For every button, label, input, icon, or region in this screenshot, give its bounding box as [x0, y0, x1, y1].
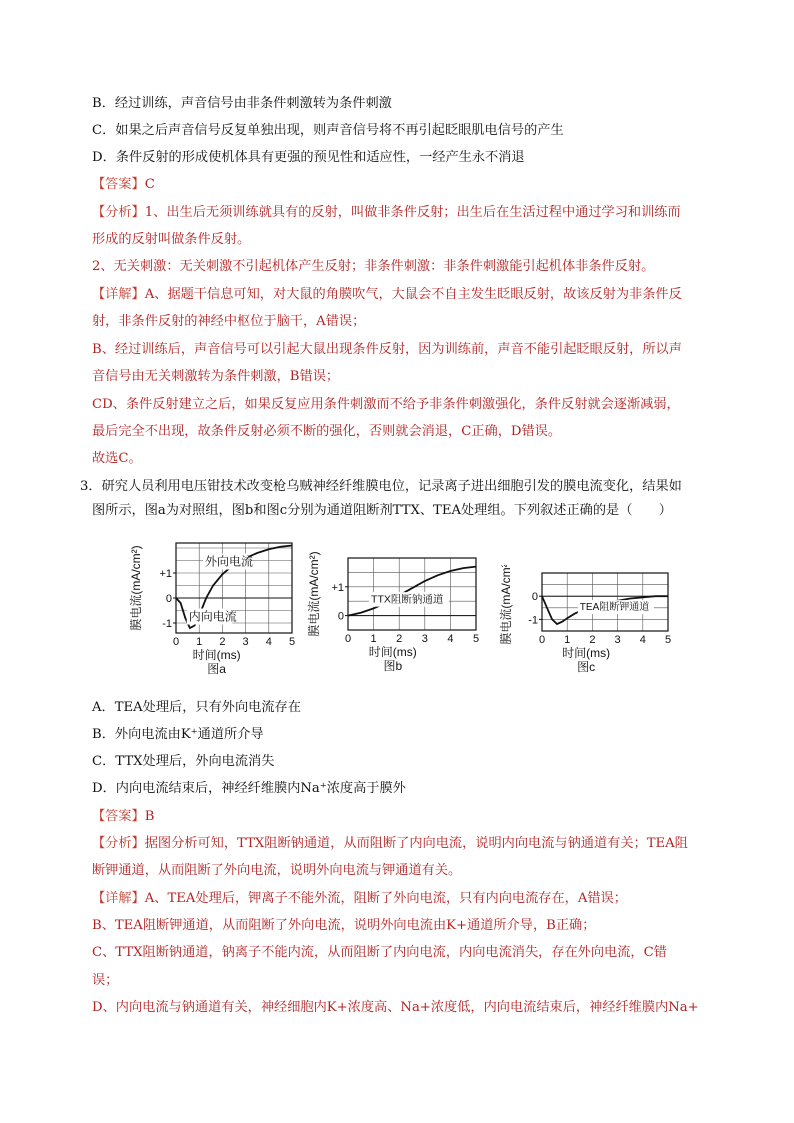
detail-1-cd-cont: 最后完全不出现，故条件反射必须不断的强化，否则就会消退，C正确，D错误。: [92, 424, 562, 439]
y-tick-label: -1: [528, 614, 538, 627]
q3-option-a: A．TEA处理后，只有外向电流存在: [92, 700, 301, 715]
x-tick-label: 2: [396, 633, 403, 645]
chart-a-svg: [128, 535, 308, 685]
detail-1-b: B、经过训练后，声音信号可以引起大鼠出现条件反射，因为训练前，声音不能引起眨眼反射，所以声: [92, 342, 682, 357]
analysis-1: 【分析】1、出生后无须训练就具有的反射，叫做非条件反射；出生后在生活过程中通过学习和训练而: [92, 205, 681, 220]
answer-2: 【答案】B: [92, 809, 155, 824]
x-tick-label: 5: [664, 634, 672, 646]
y-tick-label: 0: [531, 591, 538, 604]
detail-2-a: 【详解】A、TEA处理后，钾离子不能外流，阻断了外向电流，只有内向电流存在，A错误；: [92, 891, 627, 906]
q3-option-d: D．内向电流结束后，神经纤维膜内Na⁺浓度高于膜外: [92, 781, 406, 796]
y-tick-label: -1: [162, 618, 172, 630]
detail-2-c-cont: 误；: [92, 973, 119, 988]
x-tick-label: 1: [196, 636, 203, 648]
analysis-1-point2: 2、无关刺激：无关刺激不引起机体产生反射；非条件刺激：非条件刺激能引起机体非条件反射。: [92, 259, 655, 274]
y-axis-label: 膜电流(mA/cm²): [129, 545, 143, 631]
y-tick-label: 0: [165, 593, 172, 605]
y-axis-label: 膜电流(mA/cm²): [307, 551, 321, 637]
question-3-stem: 3．研究人员利用电压钳技术改变枪乌贼神经纤维膜电位，记录离子进出细胞引发的膜电流变化，结果如: [80, 479, 682, 494]
chart-caption: 图b: [383, 659, 403, 673]
x-tick-label: 3: [614, 634, 621, 646]
chart-a: [128, 535, 308, 685]
annotation-label: TEA阻断钾通道: [579, 602, 650, 614]
analysis-1-cont: 形成的反射叫做条件反射。: [92, 232, 251, 247]
detail-1-cd: CD、条件反射建立之后，如果反复应用条件刺激而不给予非条件刺激强化，条件反射就会逐渐减弱，: [92, 397, 680, 412]
chart-c: [498, 565, 678, 685]
y-tick-label: +1: [159, 568, 172, 580]
series-line: [348, 567, 476, 616]
detail-1: 【详解】A、据题干信息可知，对大鼠的角膜吹气，大鼠会不自主发生眨眼反射，故该反射为非条件反: [92, 287, 682, 302]
x-tick-label: 1: [370, 633, 377, 645]
x-tick-label: 0: [344, 633, 352, 645]
detail-2-b: B、TEA阻断钾通道，从而阻断了外向电流，说明外向电流由K+通道所介导，B正确；: [92, 918, 596, 933]
y-tick-label: +1: [331, 581, 344, 594]
x-tick-label: 1: [564, 634, 571, 646]
x-axis-label: 时间(ms): [562, 646, 611, 660]
chart-c-svg: [498, 565, 678, 685]
x-tick-label: 4: [639, 634, 646, 646]
chart-b: [306, 550, 486, 685]
y-axis-label: 膜电流(mA/cm²): [499, 565, 513, 645]
x-tick-label: 2: [219, 636, 226, 648]
annotation-label: TTX阻断钠通道: [371, 593, 444, 606]
question-3-stem-cont: 图所示，图a为对照组，图b和图c分别为通道阻断剂TTX、TEA处理组。下列叙述正确的是（ ）: [92, 503, 672, 518]
q3-option-c: C．TTX处理后，外向电流消失: [92, 754, 275, 769]
q3-option-b: B．外向电流由K⁺通道所介导: [92, 727, 264, 742]
annotation-label: 外向电流: [205, 554, 254, 569]
x-tick-label: 0: [538, 634, 546, 646]
choose-c: 故选C。: [92, 451, 142, 466]
x-tick-label: 3: [421, 633, 428, 645]
x-axis-label: 时间(ms): [368, 645, 417, 659]
detail-1-b-cont: 音信号由无关刺激转为条件刺激，B错误；: [92, 369, 340, 384]
detail-1-cont: 射，非条件反射的神经中枢位于脑干，A错误；: [92, 314, 366, 329]
x-tick-label: 4: [447, 633, 454, 645]
y-tick-label: 0: [337, 610, 344, 623]
analysis-2: 【分析】据图分析可知，TTX阻断钠通道，从而阻断了内向电流，说明内向电流与钠通道有关；TEA阻: [92, 836, 688, 851]
x-tick-label: 2: [589, 634, 596, 646]
annotation-label: 内向电流: [188, 609, 237, 624]
x-tick-label: 4: [265, 636, 272, 648]
option-d: D．条件反射的形成使机体具有更强的预见性和适应性，一经产生永不消退: [92, 150, 525, 165]
x-tick-label: 5: [472, 633, 480, 645]
detail-2-c: C、TTX阻断钠通道，钠离子不能内流，从而阻断了内向电流，内向电流消失，存在外向电流，C错: [92, 945, 667, 960]
x-axis-label: 时间(ms): [192, 648, 241, 662]
detail-2-d: D、内向电流与钠通道有关，神经细胞内K+浓度高、Na+浓度低，内向电流结束后，神经纤维膜内Na+: [92, 1000, 699, 1015]
answer-1: 【答案】C: [92, 177, 155, 192]
option-c: C．如果之后声音信号反复单独出现，则声音信号将不再引起眨眼肌电信号的产生: [92, 123, 564, 138]
chart-caption: 图c: [577, 660, 596, 674]
x-tick-label: 0: [172, 636, 180, 648]
chart-caption: 图a: [207, 662, 226, 676]
option-b: B．经过训练，声音信号由非条件刺激转为条件刺激: [92, 96, 392, 111]
analysis-2-cont: 断钾通道，从而阻断了外向电流，说明外向电流与钾通道有关。: [92, 863, 462, 878]
x-tick-label: 5: [288, 636, 296, 648]
chart-b-svg: [306, 550, 486, 685]
x-tick-label: 3: [242, 636, 249, 648]
